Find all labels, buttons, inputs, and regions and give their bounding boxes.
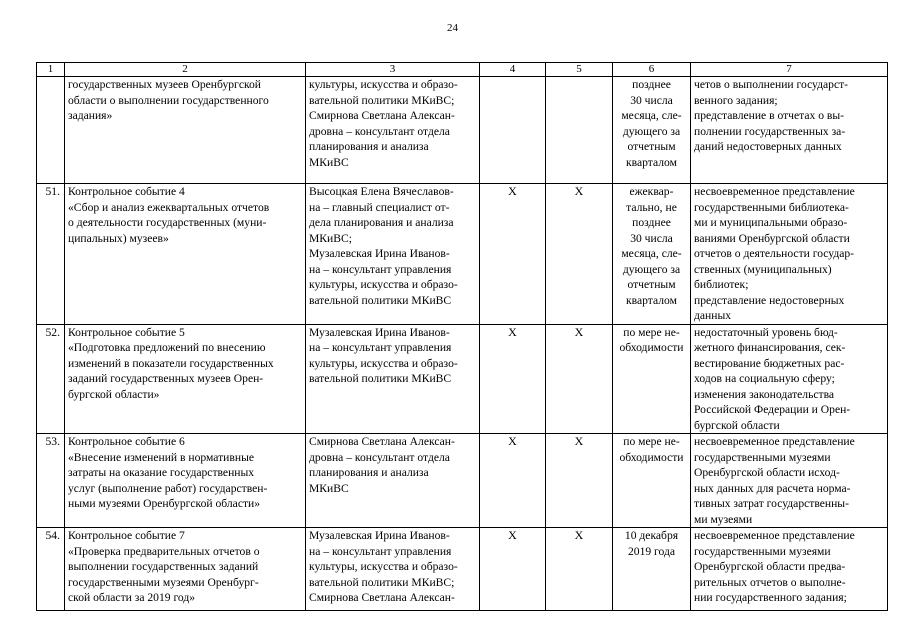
mark-col5: X <box>546 528 613 611</box>
responsible-person: культуры, искусства и образо- вательной политики МКиВС; Смирнова Светлана Алексан- дровна – консультант отдела планирования и анализа МКиВС <box>306 77 480 184</box>
event-description: Контрольное событие 5 «Подготовка предложений по внесению изменений в показатели государственных заданий государственных музеев Орен- бургской области» <box>65 324 306 434</box>
responsible-person: Музалевская Ирина Иванов- на – консультант управления культуры, искусства и образо- вательной политики МКиВС <box>306 324 480 434</box>
responsible-person: Смирнова Светлана Алексан- дровна – консультант отдела планирования и анализа МКиВС <box>306 434 480 528</box>
mark-col5 <box>546 77 613 184</box>
row-number: 54. <box>37 528 65 611</box>
row-number: 51. <box>37 184 65 325</box>
deadline: 10 декабря 2019 года <box>613 528 691 611</box>
deadline: по мере не- обходимости <box>613 324 691 434</box>
row-number: 53. <box>37 434 65 528</box>
event-description: Контрольное событие 6 «Внесение изменений в нормативные затраты на оказание государственных услуг (выполнение работ) государствен- ными музеями Оренбургской области» <box>65 434 306 528</box>
mark-col4: X <box>480 434 546 528</box>
risks: несвоевременное представление государственными музеями Оренбургской области предва- рительных отчетов о выполне- нии государственного задания; <box>691 528 888 611</box>
event-description: Контрольное событие 4 «Сбор и анализ ежеквартальных отчетов о деятельности государственных (муни- ципальных) музеев» <box>65 184 306 325</box>
control-events-table <box>36 62 888 611</box>
table-row <box>37 324 888 434</box>
risks: недостаточный уровень бюд- жетного финансирования, сек- вестирование бюджетных рас- ходов на социальную сферу; изменения законодательства Российской Федерации и Орен- бургской области <box>691 324 888 434</box>
mark-col4: X <box>480 324 546 434</box>
event-description: Контрольное событие 7 «Проверка предварительных отчетов о выполнении государственных заданий государственными музеями Оренбург- ской области за 2019 год» <box>65 528 306 611</box>
col-header-7: 7 <box>691 63 888 77</box>
col-header-5: 5 <box>546 63 613 77</box>
mark-col4 <box>480 77 546 184</box>
col-header-4: 4 <box>480 63 546 77</box>
table-row <box>37 77 888 184</box>
risks: четов о выполнении государст- венного задания; представление в отчетах о вы- полнении государственных за- даний недостоверных данных <box>691 77 888 184</box>
mark-col5: X <box>546 184 613 325</box>
col-header-6: 6 <box>613 63 691 77</box>
deadline: позднее 30 числа месяца, сле- дующего за отчетным кварталом <box>613 77 691 184</box>
event-description: государственных музеев Оренбургской области о выполнении государственного задания» <box>65 77 306 184</box>
row-number: 52. <box>37 324 65 434</box>
responsible-person: Высоцкая Елена Вячеславов- на – главный специалист от- дела планирования и анализа МКиВС; Музалевская Ирина Иванов- на – консультант управления культуры, искусства и образо- вательной политики МКиВС <box>306 184 480 325</box>
risks: несвоевременное представление государственными библиотека- ми и муниципальными образо- ваниями Оренбургской области отчетов о деятельности государ- ственных (муниципальных) библиотек; представление недостоверных данных <box>691 184 888 325</box>
mark-col5: X <box>546 324 613 434</box>
deadline: по мере не- обходимости <box>613 434 691 528</box>
responsible-person: Музалевская Ирина Иванов- на – консультант управления культуры, искусства и образо- вательной политики МКиВС; Смирнова Светлана Алексан- <box>306 528 480 611</box>
row-number <box>37 77 65 184</box>
table-row <box>37 184 888 325</box>
col-header-3: 3 <box>306 63 480 77</box>
table-row <box>37 528 888 611</box>
mark-col4: X <box>480 184 546 325</box>
deadline: ежеквар- тально, не позднее 30 числа месяца, сле- дующего за отчетным кварталом <box>613 184 691 325</box>
table-row <box>37 434 888 528</box>
col-header-2: 2 <box>65 63 306 77</box>
page-number: 24 <box>447 22 458 34</box>
mark-col4: X <box>480 528 546 611</box>
risks: несвоевременное представление государственными музеями Оренбургской области исход- ных данных для расчета норма- тивных затрат государственны- ми музеями <box>691 434 888 528</box>
mark-col5: X <box>546 434 613 528</box>
column-number-row <box>37 63 888 77</box>
col-header-1: 1 <box>37 63 65 77</box>
